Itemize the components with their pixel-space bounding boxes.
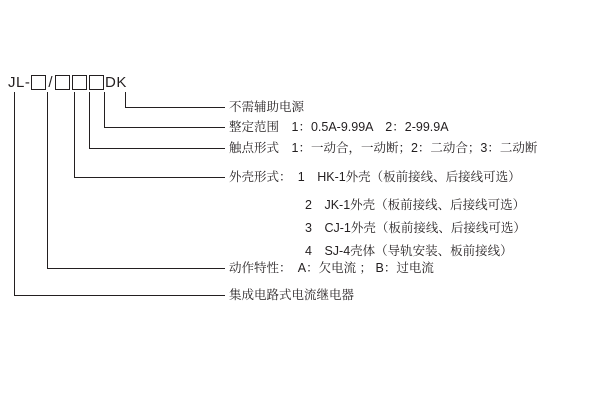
model-code-box-1	[31, 75, 46, 90]
label-power-supply	[229, 100, 304, 115]
model-code-suffix: DK	[105, 74, 127, 91]
leader-line-horizontal-contact	[89, 148, 225, 149]
label-power-supply-text: 不需辅助电源	[229, 100, 305, 114]
label-contact-form	[229, 141, 537, 156]
label-shell-form	[229, 170, 521, 185]
leader-line-horizontal-action	[47, 268, 225, 269]
label-setting-range	[229, 120, 449, 135]
leader-line-vertical-action	[47, 92, 48, 269]
label-product-name	[229, 288, 354, 303]
leader-line-horizontal-product	[14, 295, 225, 296]
label-action-characteristic	[229, 261, 434, 276]
leader-line-vertical-power	[125, 92, 126, 108]
leader-line-vertical-shell	[74, 92, 75, 178]
label-shell-form-text: 外壳形式： 1 HK-1外壳（板前接线、后接线可选）	[229, 170, 521, 184]
label-product-name-text: 集成电路式电流继电器	[229, 288, 355, 302]
model-code	[8, 74, 127, 91]
label-contact-form-text: 触点形式 1：一动合，一动断；2：二动合；3：二动断	[229, 141, 538, 155]
label-shell-option-2-text: 2 JK-1外壳（板前接线、后接线可选）	[305, 198, 526, 212]
label-shell-option-4	[305, 244, 513, 259]
leader-line-horizontal-shell	[74, 177, 225, 178]
label-action-characteristic-text: 动作特性： A：欠电流 ； B：过电流	[229, 261, 434, 275]
label-shell-option-3-text: 3 CJ-1外壳（板前接线、后接线可选）	[305, 221, 526, 235]
model-code-box-4	[89, 75, 104, 90]
label-shell-option-4-text: 4 SJ-4壳体（导轨安装、板前接线）	[305, 244, 513, 258]
label-shell-option-3	[305, 221, 526, 236]
leader-line-vertical-product	[14, 92, 15, 296]
model-code-prefix: JL-	[8, 74, 31, 91]
leader-line-vertical-contact	[89, 92, 90, 149]
label-shell-option-2	[305, 198, 525, 213]
label-setting-range-text: 整定范围 1：0.5A-9.99A 2：2-99.9A	[229, 120, 449, 134]
leader-line-vertical-range	[104, 92, 105, 128]
model-code-box-3	[72, 75, 87, 90]
leader-line-horizontal-power	[125, 107, 225, 108]
model-code-box-2	[55, 75, 70, 90]
leader-line-horizontal-range	[104, 127, 225, 128]
model-code-slash: /	[48, 74, 54, 91]
